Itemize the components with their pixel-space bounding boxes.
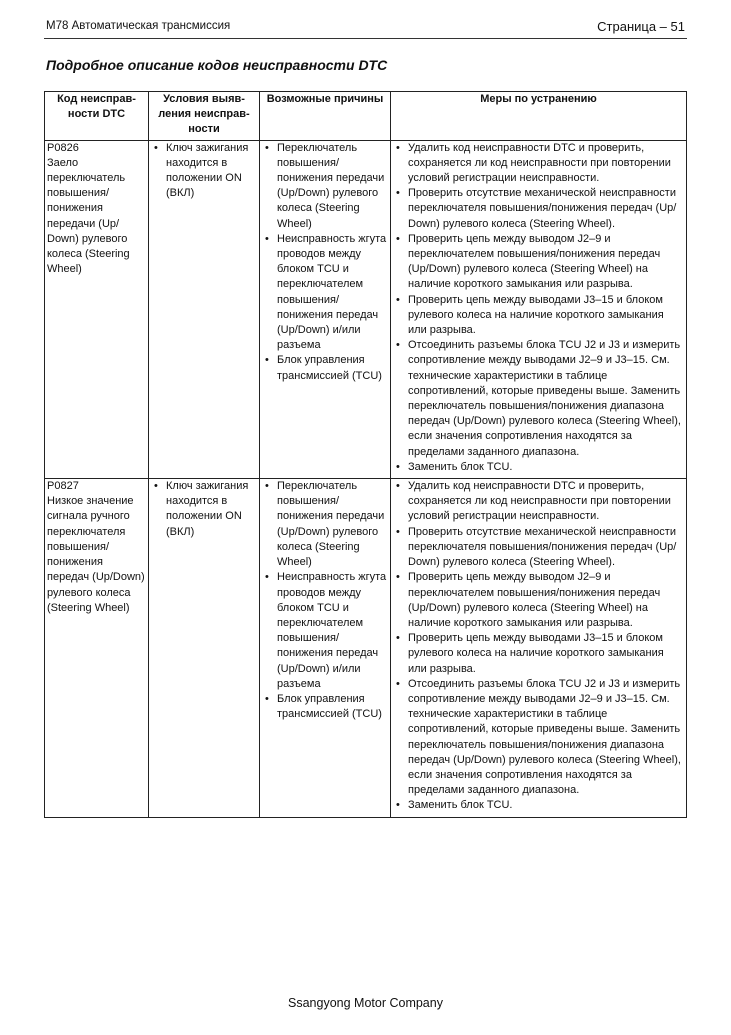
list-item: • Блок управления трансмиссией (TCU) [263,692,387,722]
list-item: • Проверить цепь между выводами J3–15 и блоком рулевого колеса на наличие короткого замыкания или разрыва. [394,293,683,339]
list-item: • Удалить код неисправности DTC и проверить, сохраняется ли код неисправности при повторении условий регистрации неисправности. [394,479,683,525]
remedies-cell [391,140,687,478]
conditions-cell [149,479,260,817]
list-item: • Переключатель повышения/ понижения передачи (Up/Down) рулевого колеса (Steering Wheel) [263,141,387,232]
list-item: • Отсоединить разъемы блока TCU J2 и J3 и измерить сопротивление между выводами J2–9 и J3–15. См. технические характеристики в таблице сопротивлений, которые приведены выше. Заменить переключатель повышения/понижения диапазона передач (Up/Down) рулевого колеса (Steering Wheel), если значения сопротивления находятся за пределами заданного диапазона. [394,677,683,799]
column-header-remedies: Меры по устранению [391,92,687,141]
list-item: • Заменить блок TCU. [394,460,683,475]
header-document-title: M78 Автоматическая трансмиссия [46,20,231,32]
remedies-cell [391,479,687,817]
dtc-description: Заело переключатель повышения/ понижения передачи (Up/ Down) рулевого колеса (Steering Wheel) [47,156,130,276]
section-title: Подробное описание кодов неисправности DTC [46,57,388,73]
dtc-code-cell [45,479,149,817]
column-header-code: Код неисправ-ности DTC [45,92,149,141]
list-item: • Отсоединить разъемы блока TCU J2 и J3 и измерить сопротивление между выводами J2–9 и J3–15. См. технические характеристики в таблице сопротивлений, которые приведены выше. Заменить переключатель повышения/понижения диапазона передач (Up/Down) рулевого колеса (Steering Wheel), если значения сопротивления находятся за пределами заданного диапазона. [394,338,683,460]
causes-cell [260,479,391,817]
dtc-code-cell [45,140,149,478]
list-item: • Блок управления трансмиссией (TCU) [263,353,387,383]
conditions-cell [149,140,260,478]
list-item: • Заменить блок TCU. [394,798,683,813]
dtc-code: P0826 [47,141,79,154]
list-item: • Проверить отсутствие механической неисправности переключателя повышения/понижения передач (Up/ Down) рулевого колеса (Steering Wheel). [394,186,683,232]
list-item: • Проверить отсутствие механической неисправности переключателя повышения/понижения передач (Up/ Down) рулевого колеса (Steering Wheel). [394,525,683,571]
list-item: • Проверить цепь между выводом J2–9 и переключателем повышения/понижения передач (Up/Down) рулевого колеса (Steering Wheel) на наличие короткого замыкания или разрыва. [394,570,683,631]
dtc-description: Низкое значение сигнала ручного переключателя повышения/ понижения передач (Up/Down) рулевого колеса (Steering Wheel) [47,495,145,614]
footer-company: Ssangyong Motor Company [288,996,443,1010]
header-divider [44,38,687,39]
table-row [45,479,687,817]
list-item: • Переключатель повышения/ понижения передачи (Up/Down) рулевого колеса (Steering Wheel) [263,479,387,570]
list-item: • Ключ зажигания находится в положении ON (ВКЛ) [152,479,256,540]
dtc-code: P0827 [47,480,79,493]
column-header-conditions: Условия выяв-ления неисправ-ности [149,92,260,141]
list-item: • Удалить код неисправности DTC и проверить, сохраняется ли код неисправности при повторении условий регистрации неисправности. [394,141,683,187]
list-item: • Проверить цепь между выводами J3–15 и блоком рулевого колеса на наличие короткого замыкания или разрыва. [394,631,683,677]
table-row [45,140,687,478]
header-page-number: Страница – 51 [597,19,685,34]
list-item: • Неисправность жгута проводов между блоком TCU и переключателем повышения/ понижения передач (Up/Down) и/или разъема [263,232,387,354]
dtc-table [44,91,687,818]
causes-cell [260,140,391,478]
column-header-causes: Возможные причины [260,92,391,141]
list-item: • Проверить цепь между выводом J2–9 и переключателем повышения/понижения передач (Up/Down) рулевого колеса (Steering Wheel) на наличие короткого замыкания или разрыва. [394,232,683,293]
table-header-row [45,92,687,141]
list-item: • Неисправность жгута проводов между блоком TCU и переключателем повышения/ понижения передач (Up/Down) и/или разъема [263,570,387,692]
list-item: • Ключ зажигания находится в положении ON (ВКЛ) [152,141,256,202]
